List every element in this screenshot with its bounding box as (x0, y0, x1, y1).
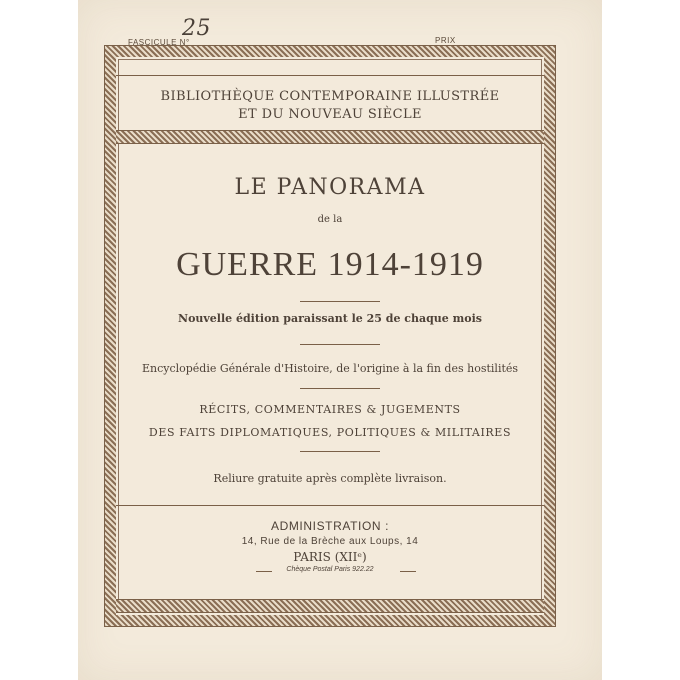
encyclopedia-line: Encyclopédie Générale d'Histoire, de l'origine à la fin des hostilités (141, 362, 519, 375)
admin-city: PARIS (XIIᵉ) (293, 550, 367, 564)
admin-address: 14, Rue de la Brèche aux Loups, 14 (241, 536, 419, 547)
header-rule-top (116, 75, 544, 76)
recits-line: RÉCITS, COMMENTAIRES & JUGEMENTS (199, 403, 461, 416)
title-connector: de la (317, 214, 343, 225)
main-title: LE PANORAMA (234, 175, 426, 200)
cheque-dash-right (400, 571, 416, 572)
fascicule-number: 25 (182, 16, 211, 41)
decorative-band-top (116, 130, 544, 144)
edition-note: Nouvelle édition paraissant le 25 de chaque mois (178, 312, 482, 325)
divider-rule (300, 451, 380, 452)
header-line-2: ET DU NOUVEAU SIÈCLE (238, 107, 422, 122)
war-title: GUERRE 1914-1919 (176, 246, 484, 283)
decorative-band-bottom (116, 599, 544, 613)
divider-rule (300, 344, 380, 345)
faits-line: DES FAITS DIPLOMATIQUES, POLITIQUES & MILITAIRES (148, 426, 512, 439)
prix-label: PRIX (435, 36, 456, 45)
admin-heading: ADMINISTRATION : (270, 519, 390, 533)
divider-rule (300, 301, 380, 302)
header-line-1: BIBLIOTHÈQUE CONTEMPORAINE ILLUSTRÉE (160, 89, 500, 104)
fascicule-label: FASCICULE N° (128, 38, 190, 47)
reliure-note: Reliure gratuite après complète livraison. (213, 472, 447, 485)
divider-rule (300, 388, 380, 389)
footer-rule (116, 505, 544, 506)
cheque-line: Chèque Postal Paris 922.22 (286, 566, 374, 573)
